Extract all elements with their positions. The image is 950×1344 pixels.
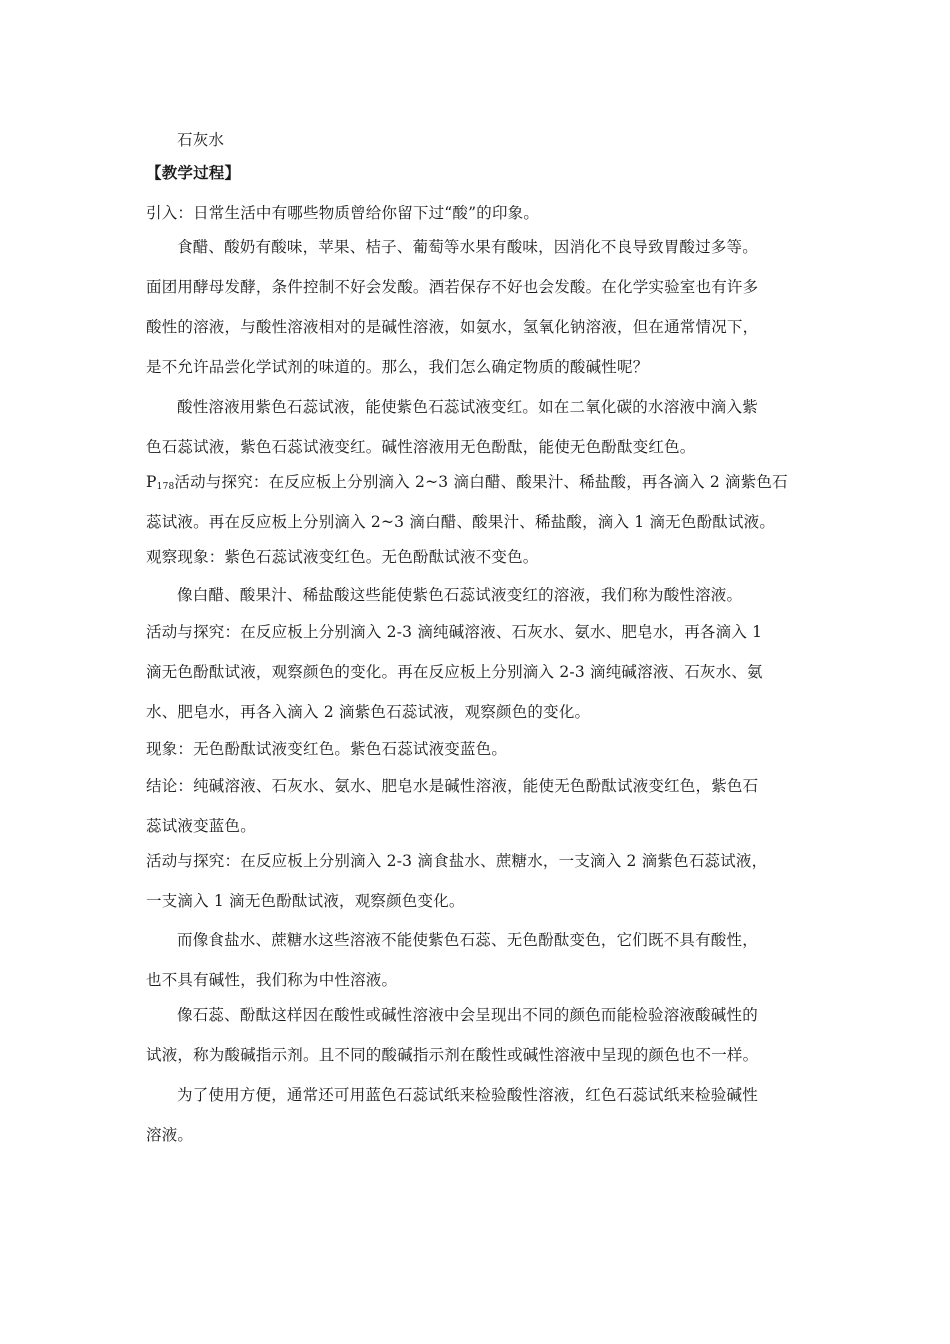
text-line: 试液，称为酸碱指示剂。且不同的酸碱指示剂在酸性或碱性溶液中呈现的颜色也不一样。 bbox=[146, 1046, 759, 1064]
section-heading: 【教学过程】 bbox=[146, 164, 241, 182]
text-line: 蕊试液变蓝色。 bbox=[146, 817, 256, 835]
text-line: 面团用酵母发酵，条件控制不好会发酸。酒若保存不好也会发酸。在化学实验室也有许多 bbox=[146, 278, 759, 296]
text-line: 酸性的溶液，与酸性溶液相对的是碱性溶液，如氨水，氢氧化钠溶液，但在通常情况下， bbox=[146, 318, 759, 336]
paragraph-line: 酸性溶液用紫色石蕊试液，能使紫色石蕊试液变红。如在二氧化碳的水溶液中滴入紫 bbox=[177, 398, 758, 416]
page-ref-letter: P bbox=[146, 473, 157, 491]
text-line: 活动与探究：在反应板上分别滴入 2-3 滴食盐水、蔗糖水，一支滴入 2 滴紫色石蕊试液， bbox=[146, 852, 768, 870]
text-line: 滴无色酚酞试液，观察颜色的变化。再在反应板上分别滴入 2-3 滴纯碱溶液、石灰水、氨 bbox=[146, 663, 763, 681]
text-line: 是不允许品尝化学试剂的味道的。那么，我们怎么确定物质的酸碱性呢？ bbox=[146, 358, 649, 376]
text-line: 水、肥皂水，再各入滴入 2 滴紫色石蕊试液，观察颜色的变化。 bbox=[146, 703, 591, 721]
paragraph-line: 食醋、酸奶有酸味，苹果、桔子、葡萄等水果有酸味，因消化不良导致胃酸过多等。 bbox=[177, 238, 758, 256]
page-ref-number: 178 bbox=[156, 482, 175, 492]
activity-line bbox=[146, 472, 826, 497]
text-line: 色石蕊试液，紫色石蕊试液变红。碱性溶液用无色酚酞，能使无色酚酞变红色。 bbox=[146, 438, 696, 456]
text-line: 现象：无色酚酞试液变红色。紫色石蕊试液变蓝色。 bbox=[146, 740, 508, 758]
text-line: 结论：纯碱溶液、石灰水、氨水、肥皂水是碱性溶液，能使无色酚酞试液变红色，紫色石 bbox=[146, 777, 759, 795]
paragraph-line: 像白醋、酸果汁、稀盐酸这些能使紫色石蕊试液变红的溶液，我们称为酸性溶液。 bbox=[177, 586, 743, 604]
text-line: 一支滴入 1 滴无色酚酞试液，观察颜色变化。 bbox=[146, 892, 465, 910]
paragraph-line: 而像食盐水、蔗糖水这些溶液不能使紫色石蕊、无色酚酞变色，它们既不具有酸性， bbox=[177, 931, 758, 949]
text-line: 石灰水 bbox=[177, 131, 225, 149]
activity-text: 活动与探究：在反应板上分别滴入 2~3 滴白醋、酸果汁、稀盐酸，再各滴入 2 滴紫色石 bbox=[174, 473, 788, 491]
paragraph-line: 为了使用方便，通常还可用蓝色石蕊试纸来检验酸性溶液，红色石蕊试纸来检验碱性 bbox=[177, 1086, 758, 1104]
text-line: 也不具有碱性，我们称为中性溶液。 bbox=[146, 971, 398, 989]
paragraph-line: 像石蕊、酚酞这样因在酸性或碱性溶液中会呈现出不同的颜色而能检验溶液酸碱性的 bbox=[177, 1006, 758, 1024]
text-line: 观察现象：紫色石蕊试液变红色。无色酚酞试液不变色。 bbox=[146, 548, 539, 566]
text-line: 溶液。 bbox=[146, 1126, 194, 1144]
text-line: 活动与探究：在反应板上分别滴入 2-3 滴纯碱溶液、石灰水、氨水、肥皂水，再各滴入 1 bbox=[146, 623, 763, 641]
text-line: 引入：日常生活中有哪些物质曾给你留下过“酸”的印象。 bbox=[146, 204, 540, 222]
text-line: 蕊试液。再在反应板上分别滴入 2~3 滴白醋、酸果汁、稀盐酸，滴入 1 滴无色酚酞试液。 bbox=[146, 513, 776, 531]
